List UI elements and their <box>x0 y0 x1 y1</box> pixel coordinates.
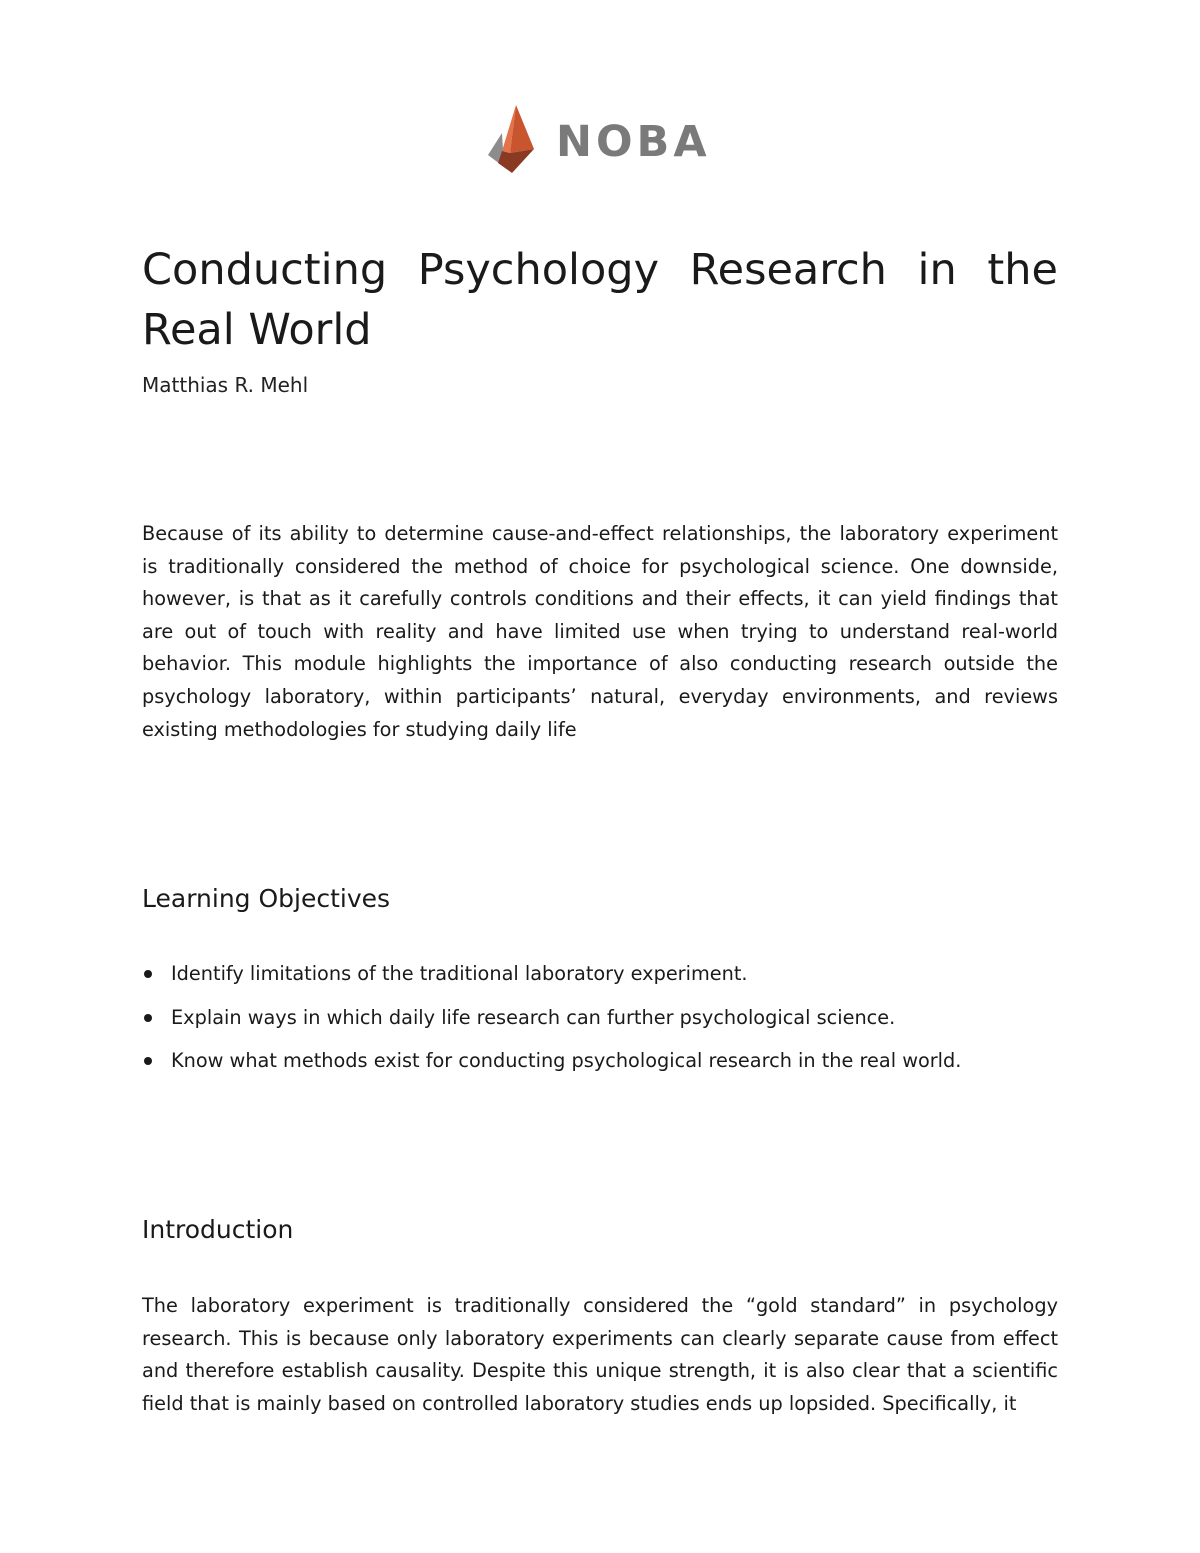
noba-logo <box>488 104 711 176</box>
logo-text: NOBA <box>556 116 711 167</box>
learning-objectives-heading: Learning Objectives <box>142 884 391 913</box>
objective-text: Identify limitations of the traditional laboratory experiment. <box>171 962 748 985</box>
bullet-icon <box>144 1014 152 1022</box>
bullet-icon <box>144 1057 152 1065</box>
objective-text: Explain ways in which daily life research can further psychological science. <box>171 1005 896 1029</box>
objective-text: Know what methods exist for conducting psychological research in the real world. <box>171 1049 962 1072</box>
document-title: Conducting Psychology Research in the Real World <box>142 245 1058 355</box>
list-item <box>142 958 1058 990</box>
introduction-paragraph: The laboratory experiment is traditionally considered the “gold standard” in psychology research. This is because only laboratory experiments can clearly separate cause from effect and therefore establish causality. Despite this unique strength, it is also clear that a scientific field that is mainly based on controlled laboratory studies ends up lopsided. Specifically, it <box>142 1294 1058 1415</box>
learning-objectives-list <box>142 958 1058 1089</box>
list-item <box>142 1045 1058 1077</box>
introduction-heading: Introduction <box>142 1215 294 1244</box>
author-name: Matthias R. Mehl <box>142 373 309 397</box>
abstract-paragraph: Because of its ability to determine cause-and-effect relationships, the laboratory experiment is traditionally considered the method of choice for psychological science. One downside, however, is that as it carefully controls conditions and their effects, it can yield findings that are out of touch with reality and have limited use when trying to understand real-world behavior. This module highlights the importance of also conducting research outside the psychology laboratory, within participants’ natural, everyday environments, and reviews existing methodologies for studying daily life <box>142 522 1058 741</box>
noba-flame-logo-icon <box>488 105 538 175</box>
list-item <box>142 1002 1058 1034</box>
bullet-icon <box>144 970 152 978</box>
